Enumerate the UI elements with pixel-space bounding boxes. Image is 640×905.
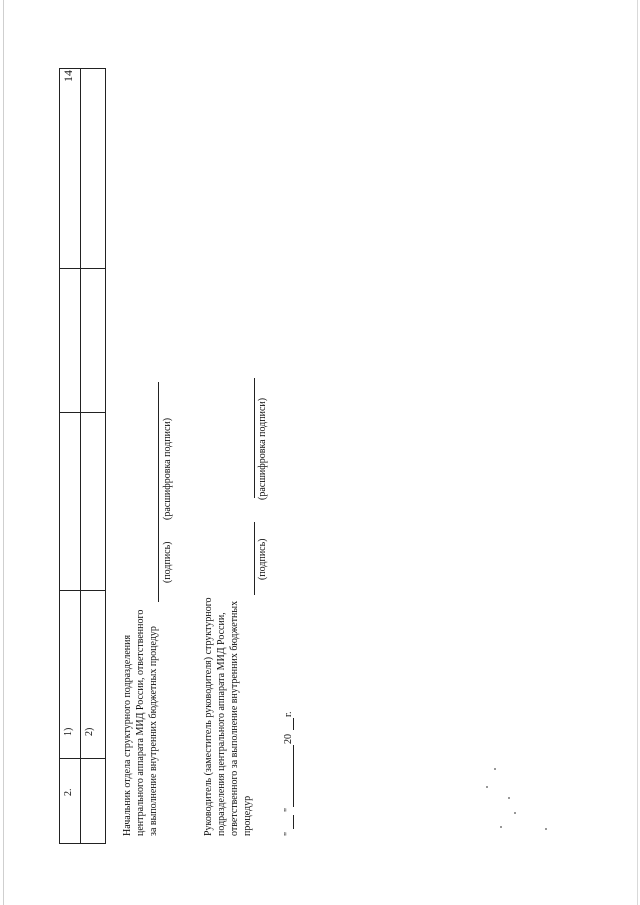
date-year-suffix: г. — [283, 711, 294, 717]
section2-signature-caption: (подпись) — [257, 538, 268, 580]
section2-line-4: процедур — [242, 795, 253, 836]
date-close-quote: " — [283, 807, 294, 812]
section1-decoding-caption: (расшифровка подписи) — [162, 417, 173, 520]
section2-line-1: Руководитель (заместитель руководителя) структурного — [203, 597, 214, 836]
table-sub-item-1: 1) — [63, 727, 74, 736]
page-right-edge — [637, 0, 638, 905]
section1-line-2: центрального аппарата МИД России, ответственного — [135, 609, 146, 836]
section2-line-3: ответственного за выполнение внутренних бюджетных — [229, 600, 240, 836]
section1-line-3: за выполнение внутренних бюджетных процедур — [148, 626, 159, 836]
date-month-blank — [293, 745, 294, 807]
date-open-quote: " — [283, 831, 294, 836]
section1-line-1: Начальник отдела структурного подразделения — [122, 634, 133, 836]
page-number: 14 — [61, 70, 75, 82]
section1-signature-caption: (подпись) — [162, 541, 173, 583]
date-year-blank — [293, 718, 294, 730]
date-year-prefix: 20 — [283, 734, 294, 744]
section2-signature-line — [254, 522, 255, 595]
section2-decoding-line — [254, 378, 255, 498]
section2-decoding-caption: (расшифровка подписи) — [257, 397, 268, 500]
section1-signature-line — [158, 382, 159, 602]
table-sub-item-2: 2) — [84, 727, 95, 736]
date-day-blank — [293, 815, 294, 829]
page-left-edge — [3, 0, 4, 905]
section2-line-2: подразделения центрального аппарата МИД России, — [216, 612, 227, 836]
table-row-number: 2. — [63, 788, 74, 796]
